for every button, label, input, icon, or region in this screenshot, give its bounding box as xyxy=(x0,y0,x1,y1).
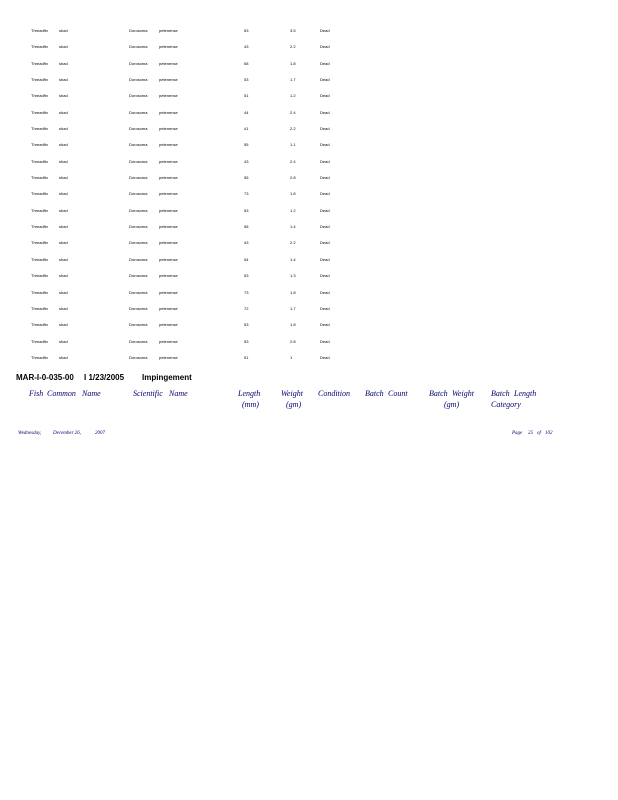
cell-weight: 1.3 xyxy=(290,273,296,279)
cell-common-name: Threadfin xyxy=(31,126,48,132)
table-row xyxy=(0,92,618,108)
cell-common-name: Threadfin xyxy=(31,305,48,311)
cell-common-name: Threadfin xyxy=(31,191,48,197)
cell-weight: 1.2 xyxy=(290,207,296,213)
table-row xyxy=(0,321,618,337)
cell-genus: Dorosoma xyxy=(129,289,148,295)
table-row xyxy=(0,207,618,223)
cell-condition: Dead xyxy=(320,44,330,50)
col-header-count: Count xyxy=(388,389,408,398)
cell-weight: 2.2 xyxy=(290,126,296,132)
cell-length: 73 xyxy=(244,191,249,197)
table-row xyxy=(0,27,618,43)
cell-weight: 1.1 xyxy=(290,142,296,148)
cell-condition: Dead xyxy=(320,305,330,311)
cell-name: shad xyxy=(59,224,68,230)
cell-species: petenense xyxy=(159,175,178,181)
cell-condition: Dead xyxy=(320,273,330,279)
cell-condition: Dead xyxy=(320,224,330,230)
cell-species: petenense xyxy=(159,93,178,99)
table-row xyxy=(0,338,618,354)
cell-name: shad xyxy=(59,322,68,328)
cell-genus: Dorosoma xyxy=(129,126,148,132)
cell-name: shad xyxy=(59,28,68,33)
cell-genus: Dorosoma xyxy=(129,354,148,360)
cell-name: shad xyxy=(59,77,68,83)
table-row xyxy=(0,239,618,255)
col-header-batch-length: Length xyxy=(514,389,537,398)
cell-genus: Dorosoma xyxy=(129,142,148,148)
col-header-length: Length xyxy=(238,389,261,398)
col-header-name: Name xyxy=(82,389,101,398)
cell-common-name: Threadfin xyxy=(31,256,48,262)
cell-weight: 1 xyxy=(290,354,293,360)
cell-length: 43 xyxy=(244,240,249,246)
cell-condition: Dead xyxy=(320,354,330,360)
cell-genus: Dorosoma xyxy=(129,224,148,230)
cell-weight: 1.4 xyxy=(290,224,296,230)
cell-weight: 1.4 xyxy=(290,256,296,262)
cell-name: shad xyxy=(59,158,68,164)
cell-name: shad xyxy=(59,93,68,99)
fish-record-table xyxy=(0,27,618,370)
table-row xyxy=(0,43,618,59)
cell-common-name: Threadfin xyxy=(31,338,48,344)
cell-weight: 2.2 xyxy=(290,240,296,246)
cell-condition: Dead xyxy=(320,322,330,328)
table-row xyxy=(0,158,618,174)
table-row xyxy=(0,125,618,141)
cell-common-name: Threadfin xyxy=(31,158,48,164)
cell-genus: Dorosoma xyxy=(129,44,148,50)
cell-length: 55 xyxy=(244,142,249,148)
cell-name: shad xyxy=(59,256,68,262)
cell-species: petenense xyxy=(159,354,178,360)
cell-common-name: Threadfin xyxy=(31,240,48,246)
cell-species: petenense xyxy=(159,158,178,164)
table-row xyxy=(0,141,618,157)
cell-name: shad xyxy=(59,191,68,197)
cell-name: shad xyxy=(59,305,68,311)
cell-species: petenense xyxy=(159,28,178,33)
cell-species: petenense xyxy=(159,109,178,115)
cell-name: shad xyxy=(59,338,68,344)
cell-genus: Dorosoma xyxy=(129,77,148,83)
cell-length: 53 xyxy=(244,322,249,328)
cell-species: petenense xyxy=(159,77,178,83)
cell-name: shad xyxy=(59,273,68,279)
cell-weight: 1.8 xyxy=(290,289,296,295)
cell-condition: Dead xyxy=(320,126,330,132)
table-row xyxy=(0,190,618,206)
sample-type: Impingement xyxy=(142,373,192,382)
table-row xyxy=(0,76,618,92)
cell-genus: Dorosoma xyxy=(129,273,148,279)
cell-common-name: Threadfin xyxy=(31,44,48,50)
cell-species: petenense xyxy=(159,224,178,230)
cell-condition: Dead xyxy=(320,175,330,181)
cell-common-name: Threadfin xyxy=(31,289,48,295)
cell-length: 53 xyxy=(244,273,249,279)
cell-condition: Dead xyxy=(320,93,330,99)
cell-weight: 1.7 xyxy=(290,77,296,83)
cell-length: 73 xyxy=(244,289,249,295)
cell-length: 43 xyxy=(244,158,249,164)
cell-genus: Dorosoma xyxy=(129,240,148,246)
cell-common-name: Threadfin xyxy=(31,28,48,33)
footer-of-label: of xyxy=(537,431,541,436)
cell-genus: Dorosoma xyxy=(129,338,148,344)
footer-year: 2007 xyxy=(95,431,105,436)
col-header-fish: Fish xyxy=(29,389,44,398)
cell-condition: Dead xyxy=(320,207,330,213)
cell-genus: Dorosoma xyxy=(129,175,148,181)
cell-species: petenense xyxy=(159,191,178,197)
table-row xyxy=(0,109,618,125)
cell-common-name: Threadfin xyxy=(31,109,48,115)
cell-common-name: Threadfin xyxy=(31,142,48,148)
cell-common-name: Threadfin xyxy=(31,175,48,181)
cell-condition: Dead xyxy=(320,28,330,33)
cell-weight: 2.2 xyxy=(290,44,296,50)
cell-condition: Dead xyxy=(320,60,330,66)
cell-length: 53 xyxy=(244,28,249,33)
cell-weight: 2.8 xyxy=(290,338,296,344)
cell-genus: Dorosoma xyxy=(129,207,148,213)
cell-name: shad xyxy=(59,126,68,132)
cell-genus: Dorosoma xyxy=(129,322,148,328)
footer-page-number: 25 xyxy=(528,431,533,436)
cell-species: petenense xyxy=(159,142,178,148)
cell-condition: Dead xyxy=(320,338,330,344)
cell-weight: 3.5 xyxy=(290,28,296,33)
cell-weight: 1.7 xyxy=(290,305,296,311)
cell-species: petenense xyxy=(159,273,178,279)
cell-length: 54 xyxy=(244,256,249,262)
cell-weight: 1.8 xyxy=(290,191,296,197)
col-header-length-unit: (mm) xyxy=(242,400,259,409)
cell-common-name: Threadfin xyxy=(31,224,48,230)
cell-length: 53 xyxy=(244,77,249,83)
table-row xyxy=(0,60,618,76)
cell-weight: 1.8 xyxy=(290,322,296,328)
cell-weight: 1.8 xyxy=(290,60,296,66)
col-header-batch-weight-label: Batch xyxy=(429,389,448,398)
table-row xyxy=(0,305,618,321)
cell-name: shad xyxy=(59,240,68,246)
cell-common-name: Threadfin xyxy=(31,207,48,213)
cell-condition: Dead xyxy=(320,191,330,197)
col-header-batch-weight: Weight xyxy=(452,389,474,398)
cell-condition: Dead xyxy=(320,109,330,115)
cell-name: shad xyxy=(59,289,68,295)
cell-common-name: Threadfin xyxy=(31,322,48,328)
cell-genus: Dorosoma xyxy=(129,305,148,311)
footer-month-day: December 26, xyxy=(53,431,82,436)
cell-name: shad xyxy=(59,207,68,213)
col-header-scientific: Scientific xyxy=(133,389,163,398)
cell-genus: Dorosoma xyxy=(129,109,148,115)
cell-genus: Dorosoma xyxy=(129,191,148,197)
cell-length: 58 xyxy=(244,224,249,230)
cell-length: 53 xyxy=(244,338,249,344)
cell-length: 51 xyxy=(244,93,249,99)
col-header-batch-length-label: Batch xyxy=(491,389,510,398)
footer-page-label: Page xyxy=(512,431,523,436)
cell-name: shad xyxy=(59,175,68,181)
cell-weight: 2.8 xyxy=(290,175,296,181)
cell-species: petenense xyxy=(159,126,178,132)
cell-name: shad xyxy=(59,60,68,66)
cell-length: 51 xyxy=(244,354,249,360)
cell-common-name: Threadfin xyxy=(31,354,48,360)
footer-total-pages: 102 xyxy=(545,431,553,436)
table-row xyxy=(0,223,618,239)
col-header-weight-unit: (gm) xyxy=(286,400,302,409)
cell-genus: Dorosoma xyxy=(129,60,148,66)
col-header-batch-weight-unit: (gm) xyxy=(444,400,460,409)
footer-weekday: Wednesday, xyxy=(18,431,42,436)
cell-length: 44 xyxy=(244,109,249,115)
col-header-weight: Weight xyxy=(281,389,303,398)
table-row xyxy=(0,272,618,288)
cell-name: shad xyxy=(59,44,68,50)
cell-common-name: Threadfin xyxy=(31,273,48,279)
cell-condition: Dead xyxy=(320,158,330,164)
cell-species: petenense xyxy=(159,322,178,328)
col-header-batch: Batch xyxy=(365,389,384,398)
cell-condition: Dead xyxy=(320,142,330,148)
cell-name: shad xyxy=(59,354,68,360)
cell-length: 41 xyxy=(244,126,249,132)
cell-length: 58 xyxy=(244,60,249,66)
col-header-common: Common xyxy=(47,389,76,398)
cell-species: petenense xyxy=(159,289,178,295)
cell-length: 43 xyxy=(244,44,249,50)
table-row xyxy=(0,256,618,272)
cell-name: shad xyxy=(59,109,68,115)
table-row xyxy=(0,174,618,190)
col-header-sci-name: Name xyxy=(169,389,188,398)
station-id: MAR-I-0-035-00 xyxy=(16,373,74,382)
cell-genus: Dorosoma xyxy=(129,93,148,99)
cell-genus: Dorosoma xyxy=(129,256,148,262)
col-header-category: Category xyxy=(491,400,521,409)
cell-condition: Dead xyxy=(320,289,330,295)
cell-weight: 1.2 xyxy=(290,93,296,99)
cell-weight: 2.4 xyxy=(290,158,296,164)
cell-species: petenense xyxy=(159,44,178,50)
cell-species: petenense xyxy=(159,240,178,246)
cell-name: shad xyxy=(59,142,68,148)
cell-condition: Dead xyxy=(320,256,330,262)
cell-length: 53 xyxy=(244,207,249,213)
cell-common-name: Threadfin xyxy=(31,77,48,83)
cell-weight: 2.4 xyxy=(290,109,296,115)
cell-species: petenense xyxy=(159,338,178,344)
cell-condition: Dead xyxy=(320,77,330,83)
cell-species: petenense xyxy=(159,207,178,213)
cell-species: petenense xyxy=(159,256,178,262)
cell-species: petenense xyxy=(159,60,178,66)
cell-genus: Dorosoma xyxy=(129,28,148,33)
cell-length: 55 xyxy=(244,175,249,181)
cell-condition: Dead xyxy=(320,240,330,246)
table-row xyxy=(0,289,618,305)
cell-genus: Dorosoma xyxy=(129,158,148,164)
table-row xyxy=(0,354,618,370)
col-header-condition: Condition xyxy=(318,389,351,398)
cell-common-name: Threadfin xyxy=(31,60,48,66)
sample-date: I 1/23/2005 xyxy=(84,373,125,382)
cell-common-name: Threadfin xyxy=(31,93,48,99)
cell-species: petenense xyxy=(159,305,178,311)
cell-length: 72 xyxy=(244,305,249,311)
